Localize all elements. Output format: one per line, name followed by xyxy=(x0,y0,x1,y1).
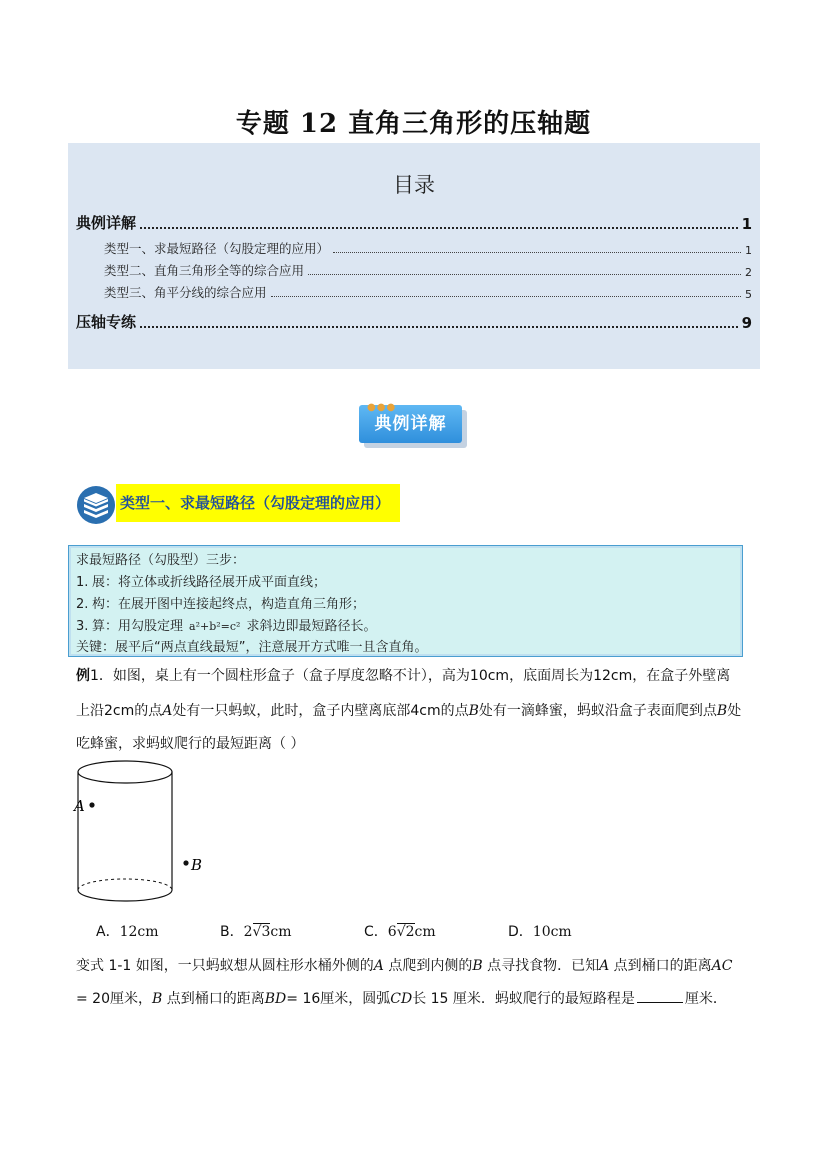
point-a-label: A xyxy=(162,703,173,719)
type1-label: 类型一、求最短路径（勾股定理的应用） xyxy=(116,484,400,522)
toc-leader xyxy=(308,274,741,275)
toc-entry-label: 典例详解 xyxy=(76,214,137,232)
toc-entry-label: 类型一、求最短路径（勾股定理的应用） xyxy=(104,241,330,256)
toc-entry-type1[interactable] xyxy=(104,239,752,257)
toc-page-number: 1 xyxy=(741,215,752,233)
point-a-label: A xyxy=(599,958,610,974)
toc-page-number: 1 xyxy=(745,244,752,257)
point-b-label: B xyxy=(472,958,483,974)
step-number: 3. xyxy=(76,619,89,634)
radical-sign-icon: √ xyxy=(252,924,262,940)
radicand-value: 2 xyxy=(405,924,415,940)
toc-page-number: 2 xyxy=(745,266,752,279)
option-a[interactable] xyxy=(96,921,159,941)
toc-leader xyxy=(333,252,741,253)
pythagorean-formula: a²+b²=c² xyxy=(189,620,241,633)
step-text: 展：将立体或折线路径展开成平面直线； xyxy=(92,575,327,590)
example1-line1 xyxy=(76,665,730,685)
example-text: ．如图，桌上有一个圆柱形盒子（盒子厚度忽略不计），高为10cm，底面周长为12cm，在盒子外壁离 xyxy=(98,668,731,684)
example1-line3: 吃蜂蜜，求蚂蚁爬行的最短距离（ ） xyxy=(76,736,305,752)
option-unit: cm xyxy=(414,924,436,940)
option-unit: cm xyxy=(270,924,292,940)
badge-dots-icon: ●●● xyxy=(367,402,397,413)
option-coefficient: 6 xyxy=(387,924,397,940)
variant-text: 点爬到内侧的 xyxy=(383,958,473,974)
variant-text: = 20厘米， xyxy=(76,991,152,1007)
variant-text: 点到桶口的距离 xyxy=(162,991,265,1007)
toc-heading: 目录 xyxy=(393,173,435,197)
segment-ac-label: AC xyxy=(711,958,733,974)
toc-leader xyxy=(140,326,738,328)
method-step-1 xyxy=(76,571,326,590)
toc-entry-label: 压轴专练 xyxy=(76,313,137,331)
example-number: 1 xyxy=(90,668,99,684)
toc-entry-type2[interactable] xyxy=(104,261,752,279)
method-step-2 xyxy=(76,593,365,612)
variant-line2 xyxy=(76,988,727,1008)
option-letter: B． xyxy=(220,924,244,940)
example-lead: 例 xyxy=(76,668,90,684)
option-letter: C． xyxy=(364,924,388,940)
variant-line1 xyxy=(76,955,733,975)
option-coefficient: 2 xyxy=(243,924,253,940)
arc-cd-label: CD xyxy=(390,991,413,1007)
option-letter: A． xyxy=(96,924,120,940)
variant-text: = 16厘米，圆弧 xyxy=(286,991,391,1007)
book-stack-icon xyxy=(76,485,116,525)
toc-entry-examples[interactable] xyxy=(76,212,752,233)
toc-page-number: 5 xyxy=(745,288,752,301)
step-text-post: 求斜边即最短路径长。 xyxy=(246,619,377,634)
option-value: 12cm xyxy=(119,924,159,940)
sqrt-radicand xyxy=(253,923,271,940)
option-letter: D． xyxy=(508,924,533,940)
example-text: 上沿2cm的点 xyxy=(76,703,163,719)
point-a-label: A xyxy=(373,958,384,974)
option-c[interactable] xyxy=(364,921,436,941)
sqrt-radicand xyxy=(397,923,415,940)
variant-text: 点到桶口的距离 xyxy=(609,958,712,974)
step-number: 1. xyxy=(76,575,89,590)
segment-bd-label: BD xyxy=(264,991,287,1007)
toc-page-number: 9 xyxy=(741,314,752,332)
example-text: 处有一只蚂蚁，此时，盒子内壁离底部4cm的点 xyxy=(172,703,469,719)
example-text: 处 xyxy=(727,703,742,719)
toc-entry-label: 类型二、直角三角形全等的综合应用 xyxy=(104,263,305,278)
example-text: 处有一滴蜂蜜，蚂蚁沿盒子表面爬到点 xyxy=(478,703,717,719)
figure-label-a: A xyxy=(74,797,85,815)
table-of-contents xyxy=(68,143,760,369)
document-title: 专题 12 直角三角形的压轴题 xyxy=(235,109,592,139)
variant-text: 点寻找食物．已知 xyxy=(482,958,600,974)
radical-sign-icon: √ xyxy=(396,924,406,940)
section-badge xyxy=(359,402,465,445)
method-heading: 求最短路径（勾股型）三步： xyxy=(76,553,246,568)
step-text: 构：在展开图中连接起终点，构造直角三角形； xyxy=(92,597,366,612)
answer-blank[interactable] xyxy=(637,988,683,1003)
variant-text: 长 15 厘米．蚂蚁爬行的最短路程是 xyxy=(412,991,635,1007)
point-b-label: B xyxy=(152,991,163,1007)
cylinder-dots-overlay xyxy=(70,758,220,918)
variant-text: 厘米． xyxy=(684,991,727,1007)
figure-label-b: B xyxy=(191,856,203,874)
variant-text: 变式 1-1 如图，一只蚂蚁想从圆柱形水桶外侧的 xyxy=(76,958,374,974)
method-step-3 xyxy=(76,615,376,634)
option-value: 10cm xyxy=(532,924,572,940)
option-d[interactable] xyxy=(508,921,572,941)
toc-leader xyxy=(271,296,741,297)
toc-entry-label: 类型三、角平分线的综合应用 xyxy=(104,285,267,300)
method-key: 关键：展平后“两点直线最短”，注意展开方式唯一且含直角。 xyxy=(76,640,428,655)
toc-leader xyxy=(140,227,738,229)
point-b-label: B xyxy=(716,703,728,719)
toc-entry-practice[interactable] xyxy=(76,311,752,332)
option-b[interactable] xyxy=(220,921,292,941)
method-box xyxy=(68,545,743,657)
step-number: 2. xyxy=(76,597,89,612)
radicand-value: 3 xyxy=(261,924,271,940)
badge-label: 典例详解 xyxy=(359,405,462,443)
point-b-label: B xyxy=(468,703,479,719)
step-text: 算：用勾股定理 xyxy=(92,619,184,634)
example1-line2 xyxy=(76,700,741,720)
toc-entry-type3[interactable] xyxy=(104,283,752,301)
